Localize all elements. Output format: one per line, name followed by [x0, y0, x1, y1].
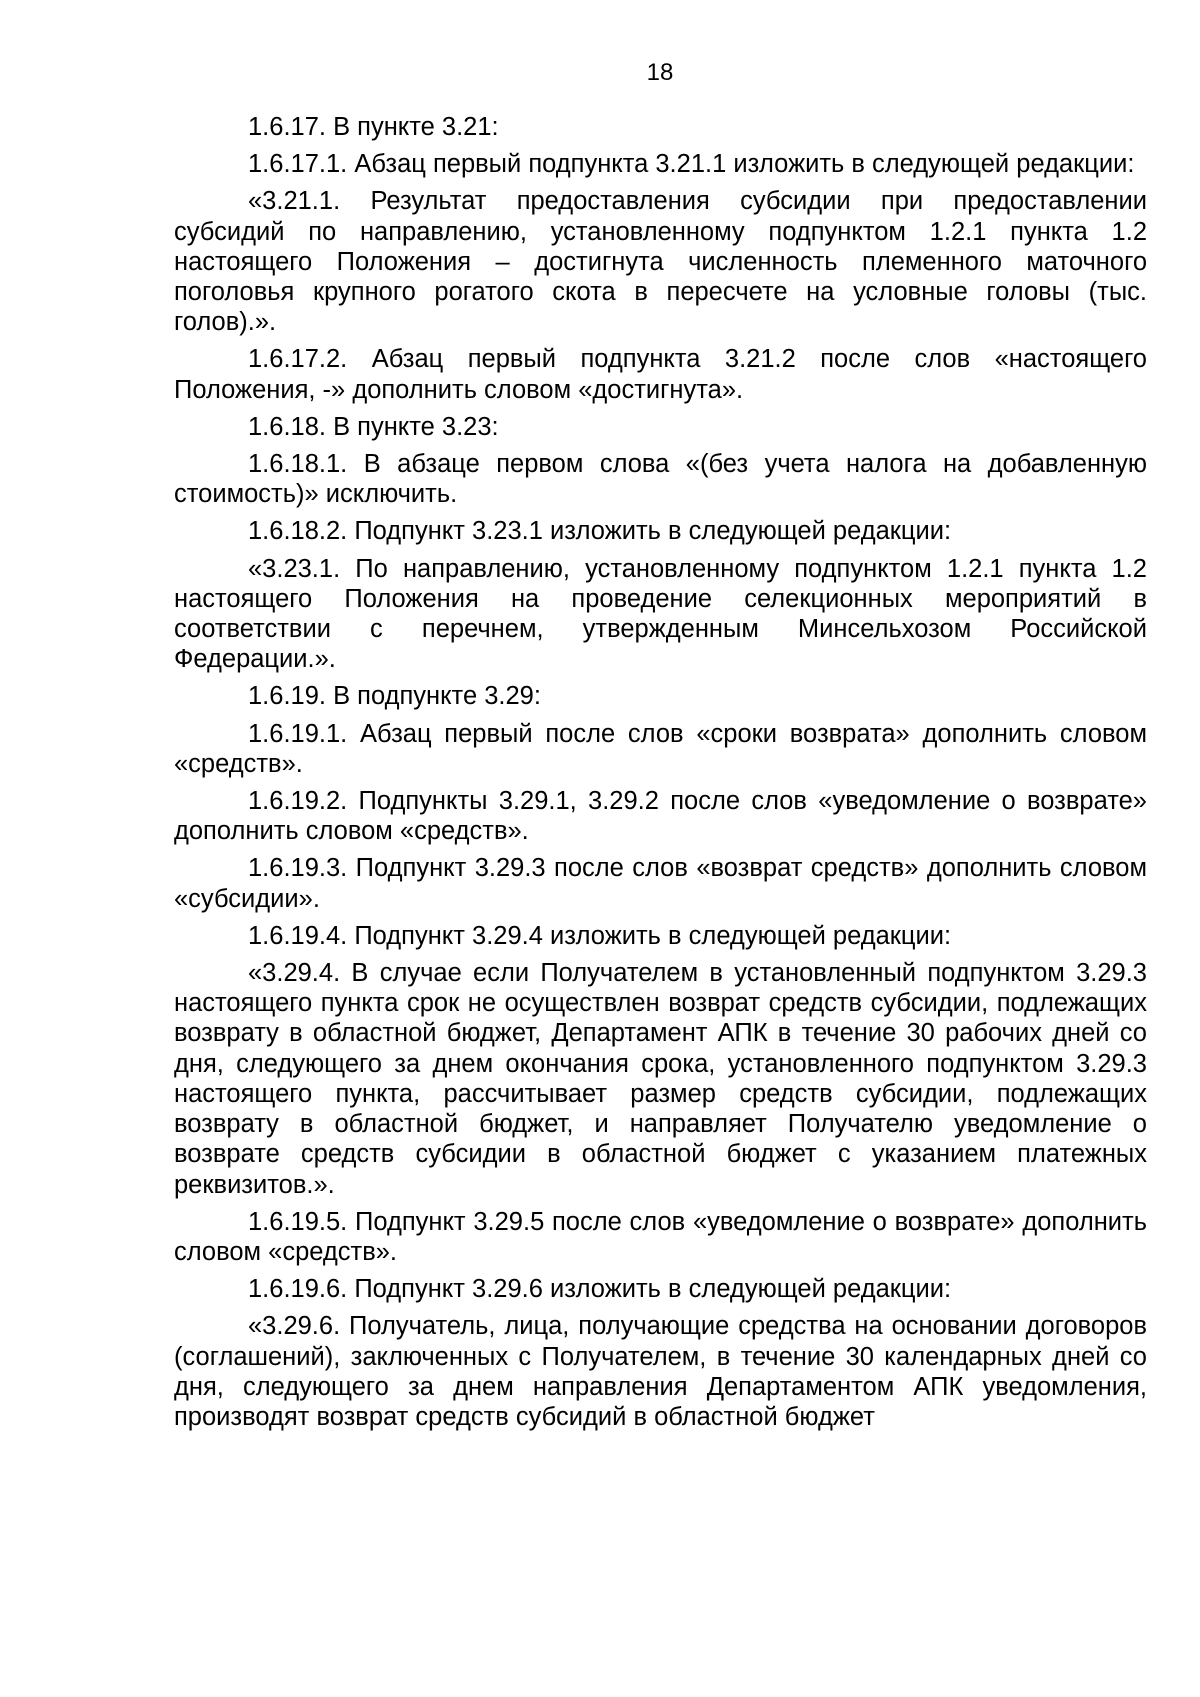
- paragraph-1-6-17-2: 1.6.17.2. Абзац первый подпункта 3.21.2 после слов «настоящего Положения, -» дополнить словом «достигнута».: [174, 345, 1147, 404]
- paragraph-quote-3-29-6: «3.29.6. Получатель, лица, получающие средства на основании договоров (соглашений), заключенных с Получателем, в течение 30 календарных дней со дня, следующего за днем направления Департаментом АПК уведомления, производят возврат средств субсидий в областной бюджет: [174, 1312, 1147, 1431]
- paragraph-1-6-19-4: 1.6.19.4. Подпункт 3.29.4 изложить в следующей редакции:: [248, 921, 952, 950]
- paragraph-quote-3-23-1: «3.23.1. По направлению, установленному подпунктом 1.2.1 пункта 1.2 настоящего Положения на проведение селекционных мероприятий в соответствии с перечнем, утвержденным Минсельхозом Российской Федерации.».: [174, 554, 1147, 674]
- paragraph-1-6-19-2: 1.6.19.2. Подпункты 3.29.1, 3.29.2 после слов «уведомление о возврате» дополнить словом «средств».: [174, 787, 1147, 846]
- document-body: [174, 112, 1147, 1439]
- paragraph-1-6-19-5: 1.6.19.5. Подпункт 3.29.5 после слов «уведомление о возврате» дополнить словом «средств».: [174, 1207, 1147, 1266]
- paragraph-1-6-18-1: 1.6.18.1. В абзаце первом слова «(без учета налога на добавленную стоимость)» исключить.: [174, 450, 1147, 509]
- paragraph-quote-3-29-4: «3.29.4. В случае если Получателем в установленный подпунктом 3.29.3 настоящего пункта срок не осуществлен возврат средств субсидии, подлежащих возврату в областной бюджет, Департамент АПК в течение 30 рабочих дней со дня, следующего за днем окончания срока, установленного подпунктом 3.29.3 настоящего пункта, рассчитывает размер средств субсидии, подлежащих возврату в областной бюджет, и направляет Получателю уведомление о возврате средств субсидии в областной бюджет с указанием платежных реквизитов.».: [174, 959, 1147, 1199]
- paragraph-1-6-19-6: 1.6.19.6. Подпункт 3.29.6 изложить в следующей редакции:: [248, 1275, 952, 1304]
- paragraph-quote-3-21-1: «3.21.1. Результат предоставления субсидии при предоставлении субсидий по направлению, установленному подпунктом 1.2.1 пункта 1.2 настоящего Положения – достигнута численность племенного маточного поголовья крупного рогатого скота в пересчете на условные головы (тыс. голов).».: [174, 187, 1147, 337]
- paragraph-1-6-19-1: 1.6.19.1. Абзац первый после слов «сроки возврата» дополнить словом «средств».: [174, 719, 1147, 778]
- paragraph-1-6-18-2: 1.6.18.2. Подпункт 3.23.1 изложить в следующей редакции:: [248, 517, 952, 546]
- paragraph-1-6-17-1: 1.6.17.1. Абзац первый подпункта 3.21.1 изложить в следующей редакции:: [248, 150, 1135, 179]
- paragraph-1-6-17: 1.6.17. В пункте 3.21:: [248, 113, 499, 141]
- page-number: 18: [646, 59, 674, 86]
- paragraph-1-6-19: 1.6.19. В подпункте 3.29:: [248, 682, 541, 711]
- paragraph-1-6-19-3: 1.6.19.3. Подпункт 3.29.3 после слов «возврат средств» дополнить словом «субсидии».: [174, 854, 1147, 913]
- paragraph-1-6-18: 1.6.18. В пункте 3.23:: [248, 412, 499, 441]
